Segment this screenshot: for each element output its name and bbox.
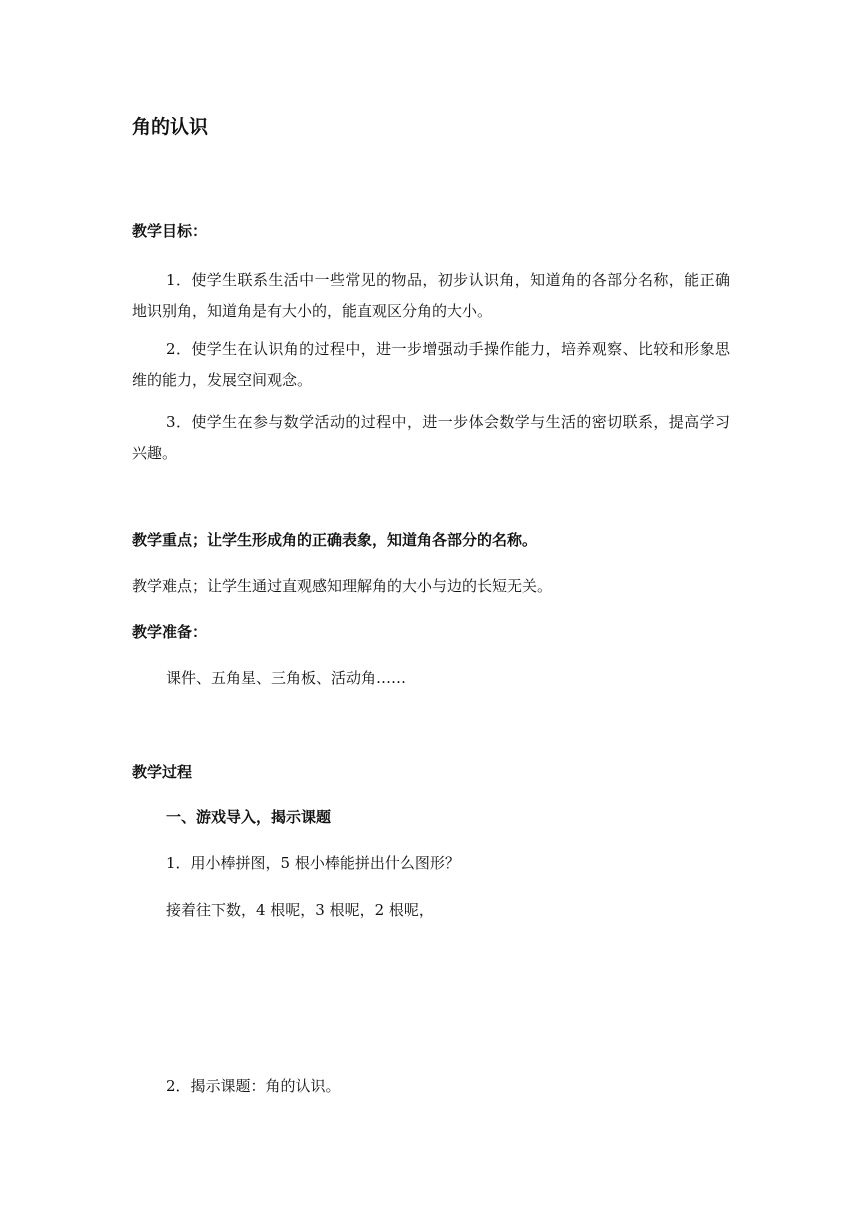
objective-item-2: 2．使学生在认识角的过程中，进一步增强动手操作能力，培养观察、比较和形象思维的能力，发展空间观念。 [132,340,730,389]
objectives-heading: 教学目标： [132,222,208,240]
objective-item-1: 1．使学生联系生活中一些常见的物品，初步认识角，知道角的各部分名称，能正确地识别角，知道角是有大小的，能直观区分角的大小。 [132,271,730,320]
step-1-followup: 接着往下数，4 根呢，3 根呢，2 根呢， [166,901,434,919]
preparation-heading: 教学准备： [132,623,208,641]
step-2: 2．揭示课题：角的认识。 [166,1077,341,1095]
key-point: 教学重点；让学生形成角的正确表象，知道角各部分的名称。 [132,531,538,549]
document-title: 角的认识 [132,116,209,138]
step-1: 1．用小棒拼图，5 根小棒能拼出什么图形？ [166,854,460,872]
preparation-materials: 课件、五角星、三角板、活动角…… [166,669,407,687]
difficulty-point: 教学难点；让学生通过直观感知理解角的大小与边的长短无关。 [132,577,553,595]
process-heading: 教学过程 [132,763,193,781]
objective-item-3: 3．使学生在参与数学活动的过程中，进一步体会数学与生活的密切联系，提高学习兴趣。 [132,413,730,462]
section1-heading: 一、游戏导入，揭示课题 [166,808,332,826]
